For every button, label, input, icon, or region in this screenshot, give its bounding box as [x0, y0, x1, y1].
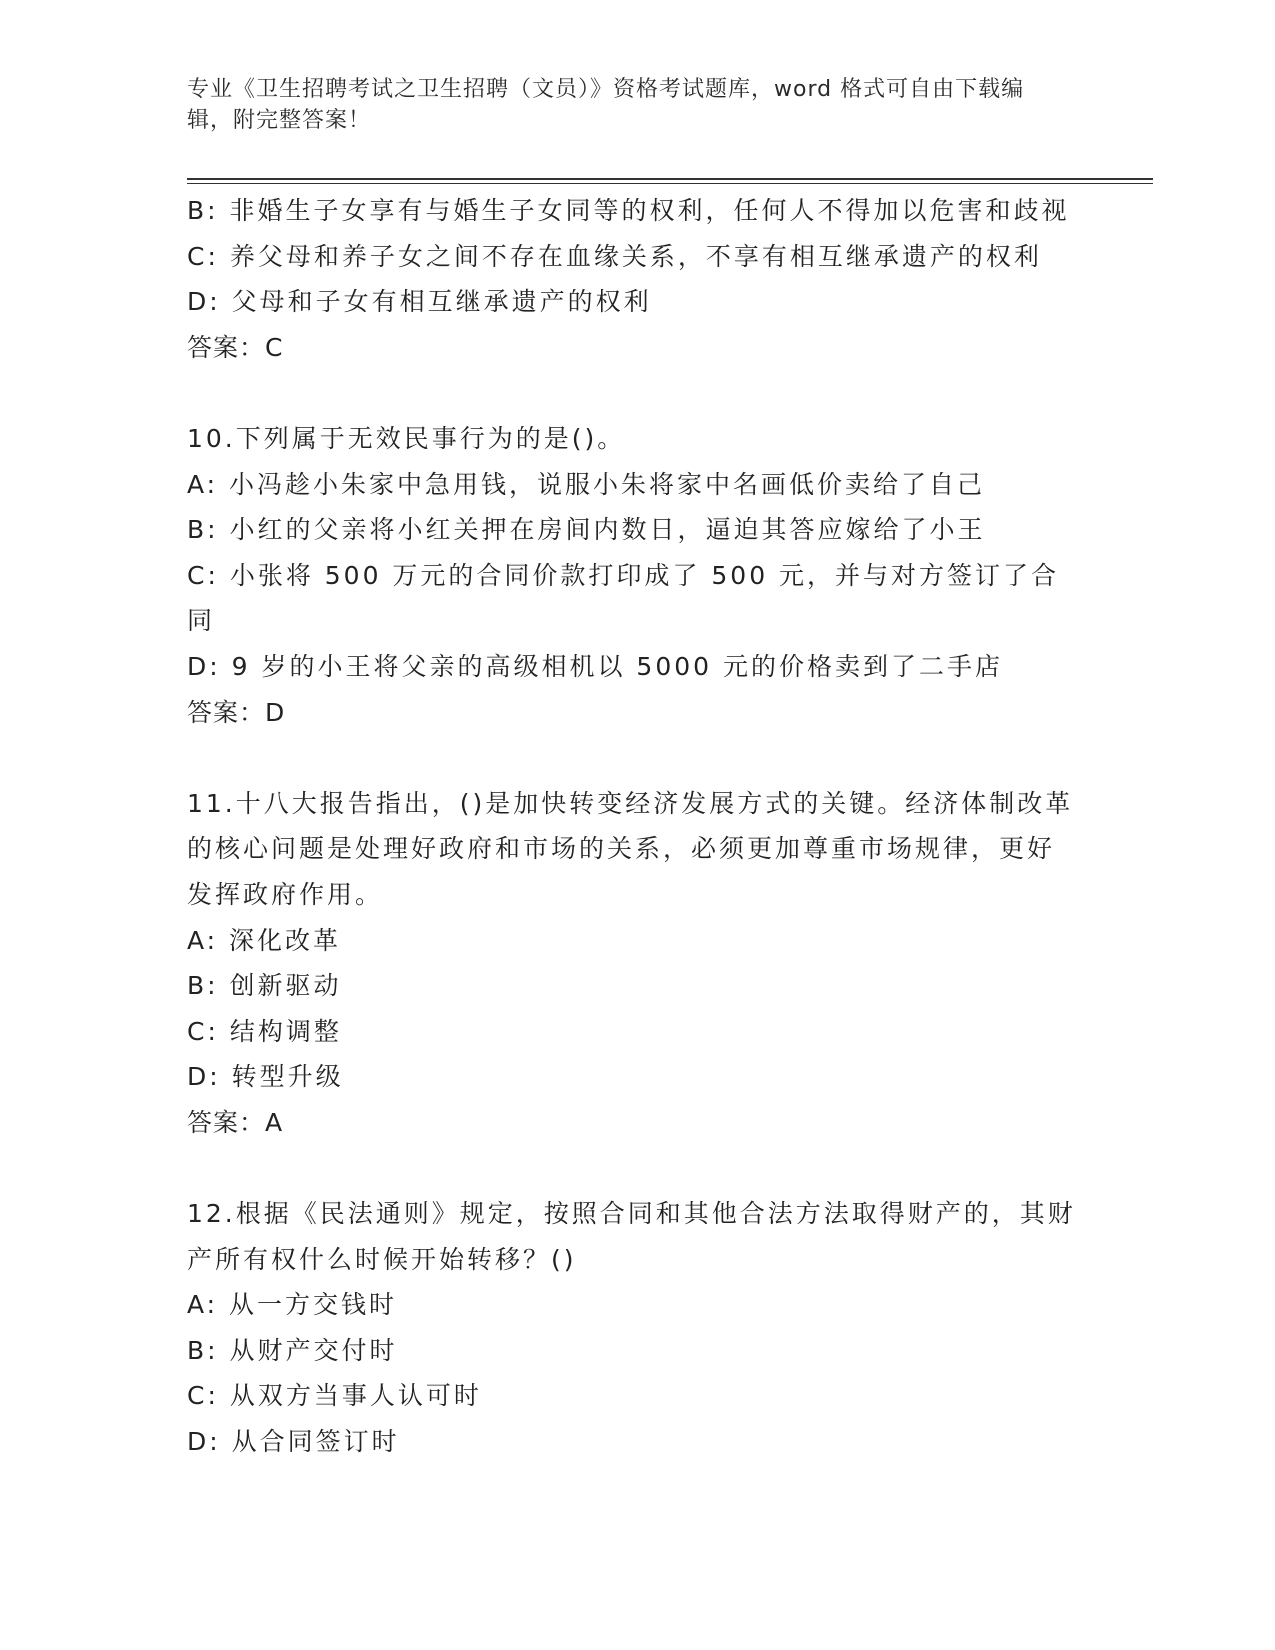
header-divider-thin	[187, 183, 1153, 184]
spacer	[187, 1145, 1077, 1191]
header-title: 专业《卫生招聘考试之卫生招聘（文员）》资格考试题库，word 格式可自由下载编辑，附完整答案！	[187, 77, 1025, 133]
question-stem: 11.十八大报告指出，()是加快转变经济发展方式的关键。经济体制改革的核心问题是处理好政府和市场的关系，必须更加尊重市场规律，更好发挥政府作用。	[187, 788, 1074, 909]
option-c: C: 从双方当事人认可时	[187, 1381, 482, 1411]
option-d: D: 从合同签订时	[187, 1427, 400, 1457]
option-a: A: 深化改革	[187, 925, 342, 955]
spacer	[187, 370, 1077, 416]
spacer	[187, 735, 1077, 781]
option-b: B: 小红的父亲将小红关押在房间内数日，逼迫其答应嫁给了小王	[187, 515, 986, 545]
question-stem: 12.根据《民法通则》规定，按照合同和其他合法方法取得财产的，其财产所有权什么时候开始转移？()	[187, 1199, 1076, 1274]
option-b: B: 非婚生子女享有与婚生子女同等的权利，任何人不得加以危害和歧视	[187, 196, 1070, 225]
option-d: D: 转型升级	[187, 1062, 344, 1092]
question-list	[187, 188, 1077, 1465]
question-stem: 10.下列属于无效民事行为的是()。	[187, 423, 626, 453]
question-9-tail	[187, 188, 1077, 370]
answer: 答案：C	[187, 332, 284, 362]
answer: 答案：D	[187, 697, 286, 727]
option-c: C: 养父母和养子女之间不存在血缘关系，不享有相互继承遗产的权利	[187, 241, 1042, 271]
option-c: C: 小张将 500 万元的合同价款打印成了 500 元，并与对方签订了合同	[187, 560, 1060, 636]
header-divider-thick	[187, 178, 1153, 180]
option-d: D: 父母和子女有相互继承遗产的权利	[187, 287, 652, 317]
option-b: B: 从财产交付时	[187, 1335, 398, 1365]
question-10	[187, 416, 1077, 735]
option-a: A: 小冯趁小朱家中急用钱，说服小朱将家中名画低价卖给了自己	[187, 469, 986, 499]
option-d: D: 9 岁的小王将父亲的高级相机以 5000 元的价格卖到了二手店	[187, 651, 1003, 681]
option-b: B: 创新驱动	[187, 971, 342, 1001]
page-header	[187, 74, 1067, 136]
option-c: C: 结构调整	[187, 1016, 342, 1046]
question-11	[187, 781, 1077, 1146]
question-12	[187, 1191, 1077, 1465]
option-a: A: 从一方交钱时	[187, 1290, 398, 1320]
answer: 答案：A	[187, 1107, 284, 1137]
